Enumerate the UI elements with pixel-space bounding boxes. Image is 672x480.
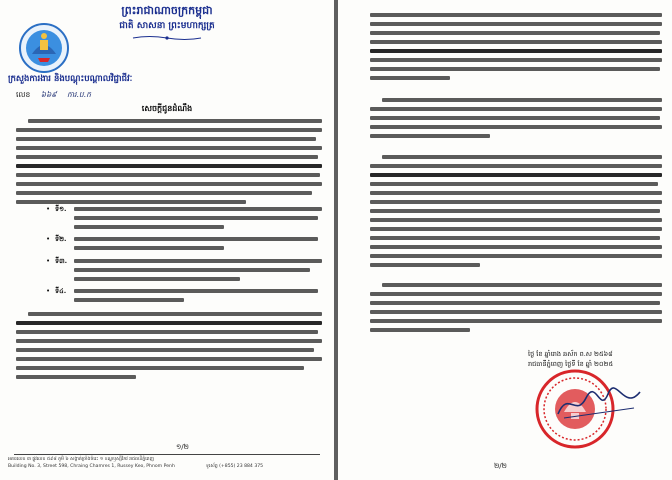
document-title: សេចក្តីជូនដំណឹង xyxy=(141,104,193,113)
reference-label: លេខ xyxy=(16,90,31,99)
text-line xyxy=(370,328,470,332)
footer-address-kh: អគារលេខ ៣ ផ្លូវលេខ ៥៩៨ ភូមិ ៦ សង្កាត់ច្រាំងចំរេះ ១ ខណ្ឌឫស្សីកែវ រាជធានីភ្នំពេញ xyxy=(8,457,154,462)
text-line xyxy=(370,254,662,258)
text-line xyxy=(16,128,322,132)
text-line xyxy=(74,225,224,229)
text-line xyxy=(370,22,662,26)
text-line xyxy=(16,155,318,159)
text-line xyxy=(74,216,318,220)
text-line xyxy=(74,289,318,293)
bullet-label: ទី៣. xyxy=(55,257,68,265)
text-line xyxy=(74,277,240,281)
text-line xyxy=(370,200,662,204)
text-line xyxy=(370,49,662,53)
text-line xyxy=(382,283,662,287)
signature-place-date: រាជធានីភ្នំពេញ ថ្ងៃទី ខែ ឆ្នាំ ២០២៥ xyxy=(528,360,614,368)
text-line xyxy=(370,182,658,186)
text-line xyxy=(370,58,662,62)
kingdom-heading: ព្រះរាជាណាចក្រកម្ពុជា xyxy=(121,4,213,17)
text-line xyxy=(370,134,490,138)
text-line xyxy=(28,312,322,316)
text-line xyxy=(370,76,450,80)
text-line xyxy=(370,218,662,222)
text-line xyxy=(370,319,662,323)
page-number: ២/២ xyxy=(494,462,507,470)
text-line xyxy=(370,67,660,71)
reference-number xyxy=(16,90,91,101)
footer-divider xyxy=(14,454,320,455)
text-line xyxy=(370,13,662,17)
document-page-2 xyxy=(338,0,672,480)
text-line xyxy=(16,330,318,334)
text-line xyxy=(16,366,304,370)
text-line xyxy=(74,259,322,263)
document-page-1: ព្រះរាជាណាចក្រកម្ពុជា ជាតិ សាសនា ព្រះមហាក្សត្រ ក្រសួងការងារ និងបណ្តុះបណ្តាលវិជ្ជាជីវៈ លេខ ៦៦៩ ការ.ប.ក សេចក្តីជូនដំណឹង • ទី១. • ទី២. • ទី៣. • ទី៤. ១/២ អគារលេខ ៣ ផ្លូវលេខ ៥៩៨ ភូមិ ៦ សង្កាត់ច្រាំងចំរេះ ១ ខណ្ឌឫស្សីកែវ រាជធានីភ្នំពេញ Building No. 3, Street 598, Chraing Chamres 1, Russey Keo, Phnom Penh ទូរស័ព្ទ (+855) 23 884 375 xyxy=(0,0,334,480)
text-line xyxy=(370,245,662,249)
text-line xyxy=(16,173,320,177)
signature-date-line: ថ្ងៃ ខែ ឆ្នាំរោង ឆស័ក ព.ស ២៥៦៨ xyxy=(528,350,613,358)
ministry-logo-icon xyxy=(18,22,70,74)
text-line xyxy=(74,207,322,211)
text-line xyxy=(74,298,184,302)
text-line xyxy=(16,339,322,343)
text-line xyxy=(16,200,246,204)
reference-suffix: ការ.ប.ក xyxy=(67,90,91,99)
bullet-label: ទី៤. xyxy=(55,287,67,295)
text-line xyxy=(16,146,322,150)
text-line xyxy=(370,116,660,120)
ornament-divider xyxy=(131,35,203,41)
text-line xyxy=(74,237,318,241)
text-line xyxy=(16,357,322,361)
text-line xyxy=(16,137,316,141)
footer-address-en: Building No. 3, Street 598, Chraing Chamres 1, Russey Keo, Phnom Penh xyxy=(8,464,175,469)
text-line xyxy=(370,31,660,35)
text-line xyxy=(370,164,662,168)
text-line xyxy=(370,227,662,231)
text-line xyxy=(74,268,310,272)
text-line xyxy=(74,246,224,250)
text-line xyxy=(370,40,662,44)
text-line xyxy=(370,301,660,305)
page-number: ១/២ xyxy=(176,443,189,451)
text-line xyxy=(16,182,322,186)
text-line xyxy=(16,375,136,379)
footer-contact: ទូរស័ព្ទ (+855) 23 884 375 xyxy=(206,464,264,469)
national-motto: ជាតិ សាសនា ព្រះមហាក្សត្រ xyxy=(119,21,215,31)
text-line xyxy=(370,263,480,267)
text-line xyxy=(382,155,662,159)
text-line xyxy=(16,348,314,352)
text-line xyxy=(370,310,662,314)
text-line xyxy=(370,125,662,129)
text-line xyxy=(370,173,662,177)
text-line xyxy=(370,292,662,296)
handwritten-signature xyxy=(554,384,644,424)
text-line xyxy=(382,98,662,102)
text-line xyxy=(370,236,660,240)
text-line xyxy=(16,191,312,195)
bullet-label: ទី១. xyxy=(55,205,67,213)
text-line xyxy=(16,321,322,325)
organization-name: ក្រសួងការងារ និងបណ្តុះបណ្តាលវិជ្ជាជីវៈ xyxy=(8,74,133,84)
bullet-label: ទី២. xyxy=(55,235,67,243)
text-line xyxy=(370,209,660,213)
text-line xyxy=(28,119,322,123)
reference-value: ៦៦៩ xyxy=(40,90,57,99)
text-line xyxy=(370,191,662,195)
text-line xyxy=(16,164,322,168)
text-line xyxy=(370,107,662,111)
